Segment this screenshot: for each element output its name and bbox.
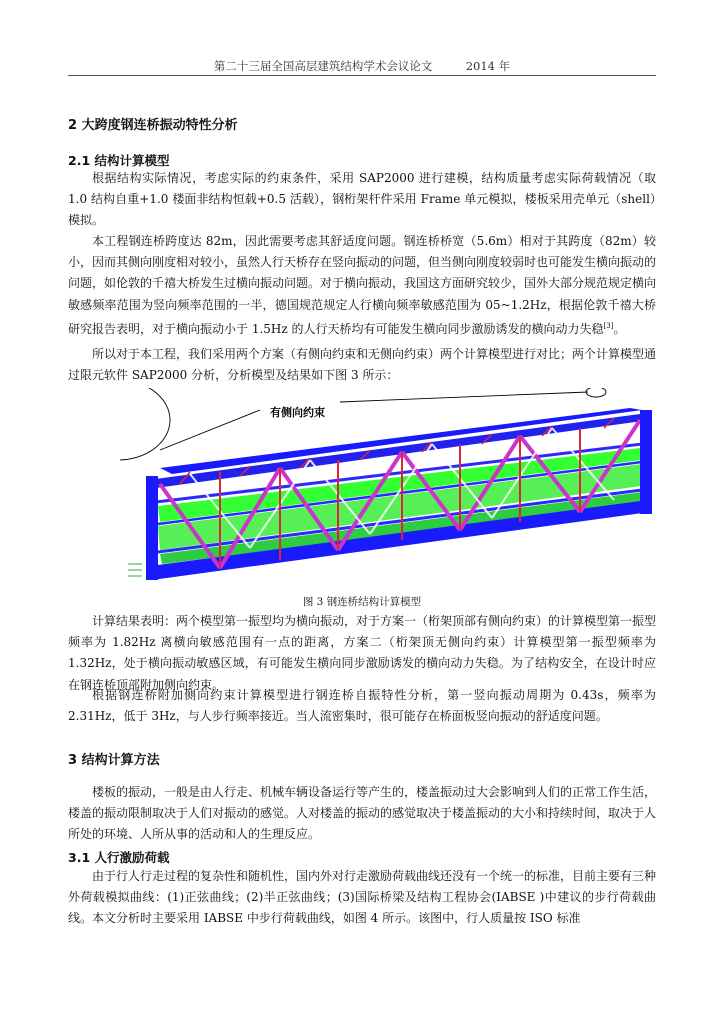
citation-ref[interactable]: [3] xyxy=(603,321,614,330)
paragraph-walking-load: 由于行人行走过程的复杂性和随机性，国内外对行走激励荷载曲线还没有一个统一的标准，目前主要有三种外荷载模拟曲线：(1)正弦曲线；(2)半正弦曲线；(3)国际桥梁及结构工程协会(IABSE )中建议的步行荷载曲线。本文分析时主要采用 IABSE 中步行荷载曲线，如图 4 所示。该图中，行人质量按 ISO 标准 xyxy=(68,869,657,926)
section-2-1-heading: 2.1 结构计算模型 xyxy=(68,153,170,168)
paragraph-model-setup: 根据结构实际情况，考虑实际的约束条件，采用 SAP2000 进行建模，结构质量考虑实际荷载情况（取 1.0 结构自重+1.0 楼面非结构恒载+0.5 活载），钢桁架杆件采用 Frame 单元模拟，楼板采用壳单元（shell）模拟。 xyxy=(68,171,656,228)
end-frame-left xyxy=(146,476,158,580)
header-text: 第二十三届全国高层建筑结构学术会议论文 xyxy=(213,59,433,73)
running-header xyxy=(68,58,656,74)
paragraph-results: 计算结果表明：两个模型第一振型均为横向振动，对于方案一（桁架顶部有侧向约束）的计算模型第一振型频率为 1.82Hz 离横向敏感范围有一点的距离，方案二（桁架顶无侧向约束）计算模型第一振型频率为 1.32Hz，处于横向振动敏感区域，有可能发生横向同步激励诱发的横向动力失稳。为了结构安全，在设计时应在钢连桥顶部附加侧向约束。 xyxy=(68,614,657,692)
paragraph-comfort-text: 本工程钢连桥跨度达 82m，因此需要考虑其舒适度问题。钢连桥桥宽（5.6m）相对于其跨度（82m）较小，因而其侧向刚度相对较小，虽然人行天桥存在竖向振动的问题，但当侧向刚度较弱时也可能发生横向振动的问题，如伦敦的千禧大桥发生过横向振动问题。对于横向振动，我国这方面研究较少，国外大部分规范规定横向敏感频率范围为竖向频率范围的一半，德国规范规定人行横向频率敏感范围为 05~1.2Hz，根据伦敦千禧大桥研究报告表明，对于横向振动小于 1.5Hz 的人行天桥均有可能发生横向同步激励诱发的横向动力失稳 xyxy=(68,234,657,336)
paragraph-floor-vibration: 楼板的振动，一般是由人行走、机械车辆设备运行等产生的，楼盖振动过大会影响到人们的正常工作生活，楼盖的振动限制取决于人们对振动的感觉。人对楼盖的振动的感觉取决于楼盖振动的大小和持续时间，取决于人所处的环境、人所从事的活动和人的生理反应。 xyxy=(68,785,657,842)
callout-ellipse-right xyxy=(586,388,606,397)
figure-3-caption: 图 3 钢连桥结构计算模型 xyxy=(302,596,422,608)
callout-line-right xyxy=(340,392,588,402)
callout-line-left xyxy=(160,410,260,450)
section-3-heading: 3 结构计算方法 xyxy=(68,753,160,768)
section-2-heading: 2 大跨度钢连桥振动特性分析 xyxy=(68,118,238,133)
section-3-1-heading: 3.1 人行激励荷载 xyxy=(68,850,170,865)
header-rule xyxy=(68,75,656,76)
figure-annotation: 有侧向约束 xyxy=(270,406,325,419)
header-year: 2014 年 xyxy=(465,59,511,73)
end-frame-right xyxy=(640,410,652,514)
paragraph-vertical-vibration: 根据钢连桥附加侧向约束计算模型进行钢连桥自振特性分析，第一竖向振动周期为 0.43s，频率为 2.31Hz，低于 3Hz，与人步行频率接近。当人流密集时，很可能存在桥面板竖向振动的舒适度问题。 xyxy=(68,688,656,724)
paragraph-comfort xyxy=(68,231,656,340)
supports xyxy=(128,564,142,576)
bridge-model-figure xyxy=(120,388,680,590)
paragraph-two-schemes: 所以对于本工程，我们采用两个方案（有侧向约束和无侧向约束）两个计算模型进行对比；两个计算模型通过限元软件 SAP2000 分析，分析模型及结果如下图 3 所示： xyxy=(68,347,657,383)
paragraph-comfort-end: 。 xyxy=(613,321,626,336)
